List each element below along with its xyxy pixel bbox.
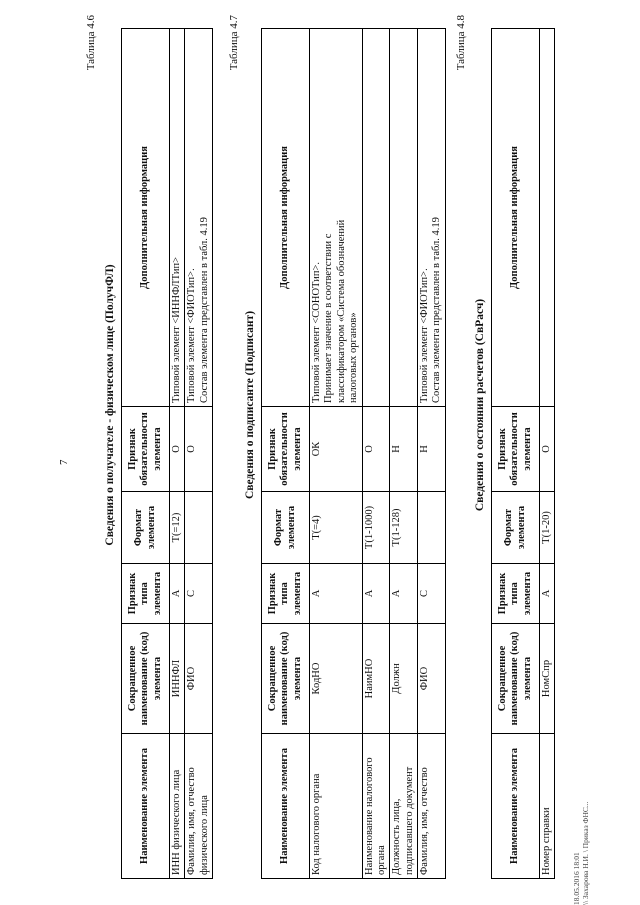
header-cell: Формат элемента: [122, 492, 170, 564]
header-cell: Признак обязательности элемента: [262, 407, 310, 492]
cell-info: Типовой элемент <ФИОТип>. Состав элемента представлен в табл. 4.19: [185, 29, 213, 407]
header-cell: Сокращенное наименование (код) элемента: [262, 624, 310, 734]
data-table: [121, 28, 213, 879]
header-cell: Признак типа элемента: [262, 564, 310, 624]
cell-name: Наименование налогового органа: [362, 734, 390, 879]
cell-type: А: [170, 564, 185, 624]
cell-code: Должн: [390, 624, 418, 734]
cell-name: Фамилия, имя, отчество: [418, 734, 446, 879]
cell-code: НаимНО: [362, 624, 390, 734]
cell-info: [362, 29, 390, 407]
data-table: [491, 28, 555, 879]
header-cell: Признак типа элемента: [122, 564, 170, 624]
cell-format: Т(1-1000): [362, 492, 390, 564]
table-caption: Сведения о получателе - физическом лице (ПолучФЛ): [104, 264, 116, 546]
cell-format: Т(=4): [310, 492, 363, 564]
cell-type: С: [418, 564, 446, 624]
cell-info: Типовой элемент <ИННФЛТип>: [170, 29, 185, 407]
cell-code: ФИО: [418, 624, 446, 734]
header-cell: Дополнительная информация: [492, 29, 540, 407]
table-row: [185, 29, 213, 879]
page-number: 7: [58, 459, 70, 465]
cell-format: Т(1-20): [540, 492, 555, 564]
print-footer: [572, 801, 591, 905]
cell-info: Типовой элемент <ФИОТип>. Состав элемента представлен в табл. 4.19: [418, 29, 446, 407]
cell-format: Т(1-128): [390, 492, 418, 564]
cell-required: Н: [390, 407, 418, 492]
table-row: [540, 29, 555, 879]
header-cell: Сокращенное наименование (код) элемента: [492, 624, 540, 734]
header-cell: Дополнительная информация: [262, 29, 310, 407]
table-row: [390, 29, 418, 879]
data-table: [261, 28, 446, 879]
cell-info: [540, 29, 555, 407]
cell-name: ИНН физического лица: [170, 734, 185, 879]
table-label: Таблица 4.6: [85, 15, 97, 71]
cell-required: О: [185, 407, 213, 492]
cell-format: [418, 492, 446, 564]
cell-format: Т(=12): [170, 492, 185, 564]
cell-name: Должность лица, подписавшего документ: [390, 734, 418, 879]
header-cell: Наименование элемента: [262, 734, 310, 879]
cell-name: Фамилия, имя, отчество физического лица: [185, 734, 213, 879]
cell-required: О: [362, 407, 390, 492]
header-cell: Формат элемента: [262, 492, 310, 564]
cell-name: Номер справки: [540, 734, 555, 879]
header-cell: Сокращенное наименование (код) элемента: [122, 624, 170, 734]
header-cell: Признак обязательности элемента: [122, 407, 170, 492]
table-caption: Сведения о состоянии расчетов (СвРасч): [474, 298, 486, 512]
cell-type: А: [310, 564, 363, 624]
cell-code: ИННФЛ: [170, 624, 185, 734]
header-cell: Признак обязательности элемента: [492, 407, 540, 492]
cell-format: [185, 492, 213, 564]
cell-type: А: [390, 564, 418, 624]
cell-info: Типовой элемент <СОНОТип>. Принимает значение в соответствии с классификатором «Система обозначений налоговых органов»: [310, 29, 363, 407]
header-cell: Формат элемента: [492, 492, 540, 564]
table-row: [362, 29, 390, 879]
header-cell: Дополнительная информация: [122, 29, 170, 407]
cell-required: ОК: [310, 407, 363, 492]
cell-code: КодНО: [310, 624, 363, 734]
table-row: [170, 29, 185, 879]
footer-path: \\ Захарова Н.И. \ Приказ ФНС...: [581, 801, 591, 905]
header-cell: Признак типа элемента: [492, 564, 540, 624]
cell-required: О: [540, 407, 555, 492]
table-row: [310, 29, 363, 879]
cell-required: О: [170, 407, 185, 492]
cell-code: НомСпр: [540, 624, 555, 734]
cell-code: ФИО: [185, 624, 213, 734]
table-label: Таблица 4.8: [455, 15, 467, 71]
cell-info: [390, 29, 418, 407]
table-label: Таблица 4.7: [228, 15, 240, 71]
cell-type: С: [185, 564, 213, 624]
cell-type: А: [362, 564, 390, 624]
header-cell: Наименование элемента: [492, 734, 540, 879]
footer-timestamp: 18.05.2016 18:01: [572, 852, 581, 905]
cell-type: А: [540, 564, 555, 624]
cell-name: Код налогового органа: [310, 734, 363, 879]
table-caption: Сведения о подписанте (Подписант): [244, 310, 256, 500]
cell-required: Н: [418, 407, 446, 492]
table-row: [418, 29, 446, 879]
header-cell: Наименование элемента: [122, 734, 170, 879]
